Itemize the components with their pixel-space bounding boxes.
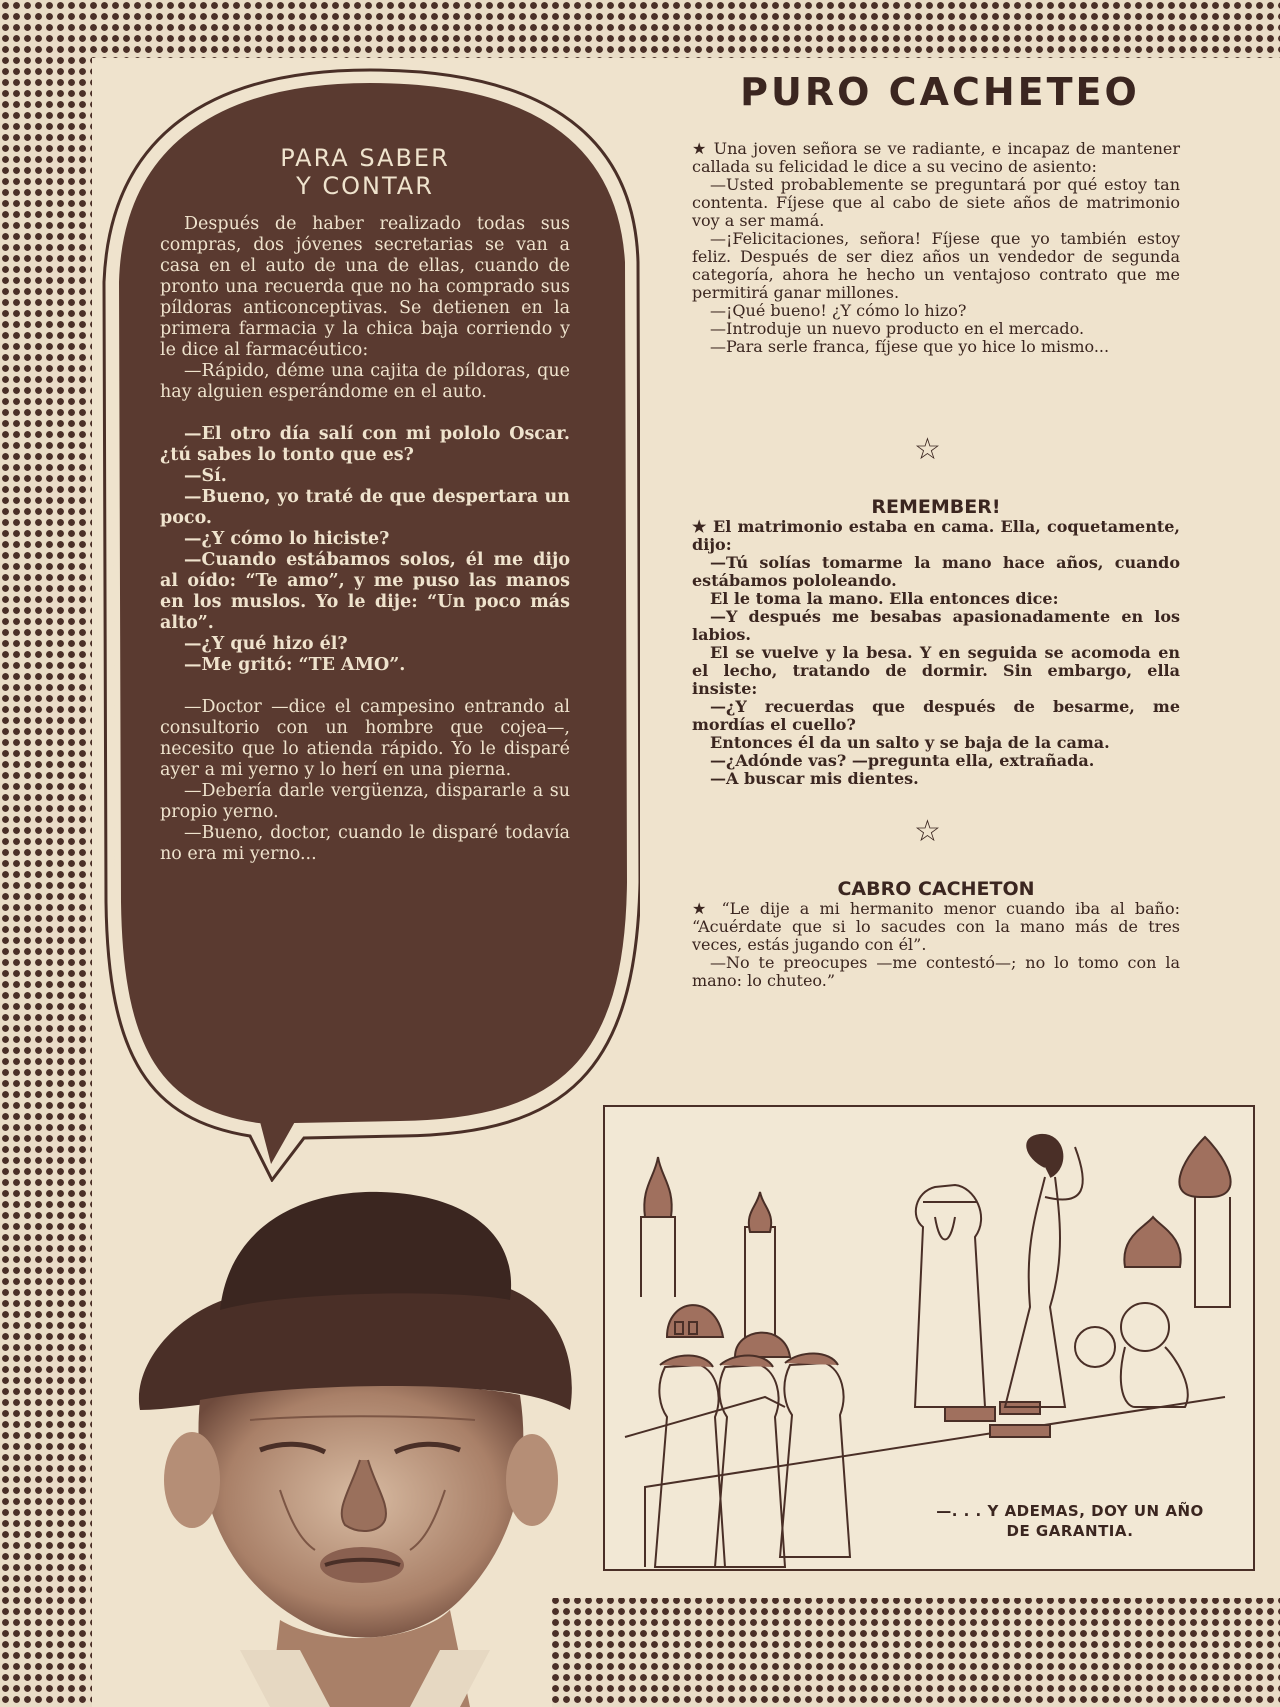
joke-section-cabro	[692, 880, 1180, 990]
cartoon-illustration	[605, 1107, 1253, 1569]
paragraph: —Usted probablemente se preguntará por qué estoy tan contenta. Fíjese que al cabo de siete años de matrimonio voy a ser mamá.	[692, 175, 1180, 230]
paragraph: —¡Felicitaciones, señora! Fíjese que yo también estoy feliz. Después de ser diez años un vendedor de segunda categoría, ahora he hecho un ventajoso contrato que me permitirá ganar millones.	[692, 229, 1180, 302]
paragraph: ★ El matrimonio estaba en cama. Ella, coquetamente, dijo:	[692, 517, 1180, 554]
speech-bubble-content	[160, 144, 570, 865]
joke-section-remember	[692, 498, 1180, 788]
paragraph: —Doctor —dice el campesino entrando al consultorio con un hombre que cojea—, necesito que lo atienda rápido. Yo le disparé ayer a mi yerno y lo herí en una pierna.	[160, 697, 570, 780]
paragraph: ★ “Le dije a mi hermanito menor cuando iba al baño: “Acuérdate que si lo sacudes con la mano más de tres veces, estás jugando con él”.	[692, 899, 1180, 954]
joke-pildoras	[160, 214, 570, 403]
paragraph: —Bueno, yo traté de que despertara un poco.	[160, 487, 570, 528]
paragraph: —A buscar mis dientes.	[710, 769, 919, 788]
paragraph: El le toma la mano. Ella entonces dice:	[710, 589, 1059, 608]
old-man-photo	[130, 1180, 590, 1707]
paragraph: —Introduje un nuevo producto en el mercado.	[710, 319, 1085, 338]
paragraph: —¿Y qué hizo él?	[184, 634, 348, 654]
star-divider-icon: ☆	[914, 432, 941, 467]
paragraph: —El otro día salí con mi pololo Oscar. ¿tú sabes lo tonto que es?	[160, 424, 570, 465]
cartoon-panel	[603, 1105, 1255, 1571]
paragraph: —Cuando estábamos solos, él me dijo al oído: “Te amo”, y me puso las manos en los muslos. Yo le dije: “Un poco más alto”.	[160, 550, 570, 633]
bubble-title: PARA SABER Y CONTAR	[280, 144, 450, 200]
paragraph: —¿Y cómo lo hiciste?	[184, 529, 390, 549]
paragraph: —Y después me besabas apasionadamente en los labios.	[692, 607, 1180, 644]
star-divider-icon: ☆	[914, 814, 941, 849]
paragraph: Después de haber realizado todas sus compras, dos jóvenes secretarias se van a casa en el auto de una de ellas, cuando de pronto una recuerda que no ha comprado sus píldoras anticonceptivas. Se detienen en la primera farmacia y la chica baja corriendo y le dice al farmacéutico:	[160, 214, 570, 360]
paragraph: —¿Y recuerdas que después de besarme, me mordías el cuello?	[692, 697, 1180, 734]
paragraph: ★ Una joven señora se ve radiante, e incapaz de mantener callada su felicidad le dice a su vecino de asiento:	[692, 139, 1180, 176]
paragraph: —Tú solías tomarme la mano hace años, cuando estábamos pololeando.	[692, 553, 1180, 590]
paragraph: —Debería darle vergüenza, dispararle a su propio yerno.	[160, 781, 570, 822]
paragraph: Entonces él da un salto y se baja de la cama.	[710, 733, 1110, 752]
paragraph: —¡Qué bueno! ¿Y cómo lo hizo?	[710, 301, 967, 320]
paragraph: —Bueno, doctor, cuando le disparé todavía no era mi yerno...	[160, 823, 570, 864]
paragraph: —Me gritó: “TE AMO”.	[184, 655, 406, 675]
paragraph: —Sí.	[184, 466, 227, 486]
paragraph: —Para serle franca, fíjese que yo hice lo mismo...	[710, 337, 1110, 356]
joke-oscar	[160, 424, 570, 676]
paragraph: —¿Adónde vas? —pregunta ella, extrañada.	[710, 751, 1095, 770]
paragraph: —Rápido, déme una cajita de píldoras, que hay alguien esperándome en el auto.	[160, 361, 570, 402]
joke-doctor	[160, 697, 570, 865]
section-title: REMEMBER!	[871, 496, 1001, 518]
cartoon-caption: —. . . Y ADEMAS, DOY UN AÑO DE GARANTIA.	[936, 1502, 1204, 1540]
paragraph: —No te preocupes —me contestó—; no lo tomo con la mano: lo chuteo.”	[692, 953, 1180, 990]
joke-section-mama	[692, 140, 1180, 356]
page-title: PURO CACHETEO	[740, 70, 1140, 114]
paragraph: El se vuelve y la besa. Y en seguida se acomoda en el lecho, tratando de dormir. Sin embargo, ella insiste:	[692, 643, 1180, 698]
section-title: CABRO CACHETON	[837, 878, 1035, 900]
